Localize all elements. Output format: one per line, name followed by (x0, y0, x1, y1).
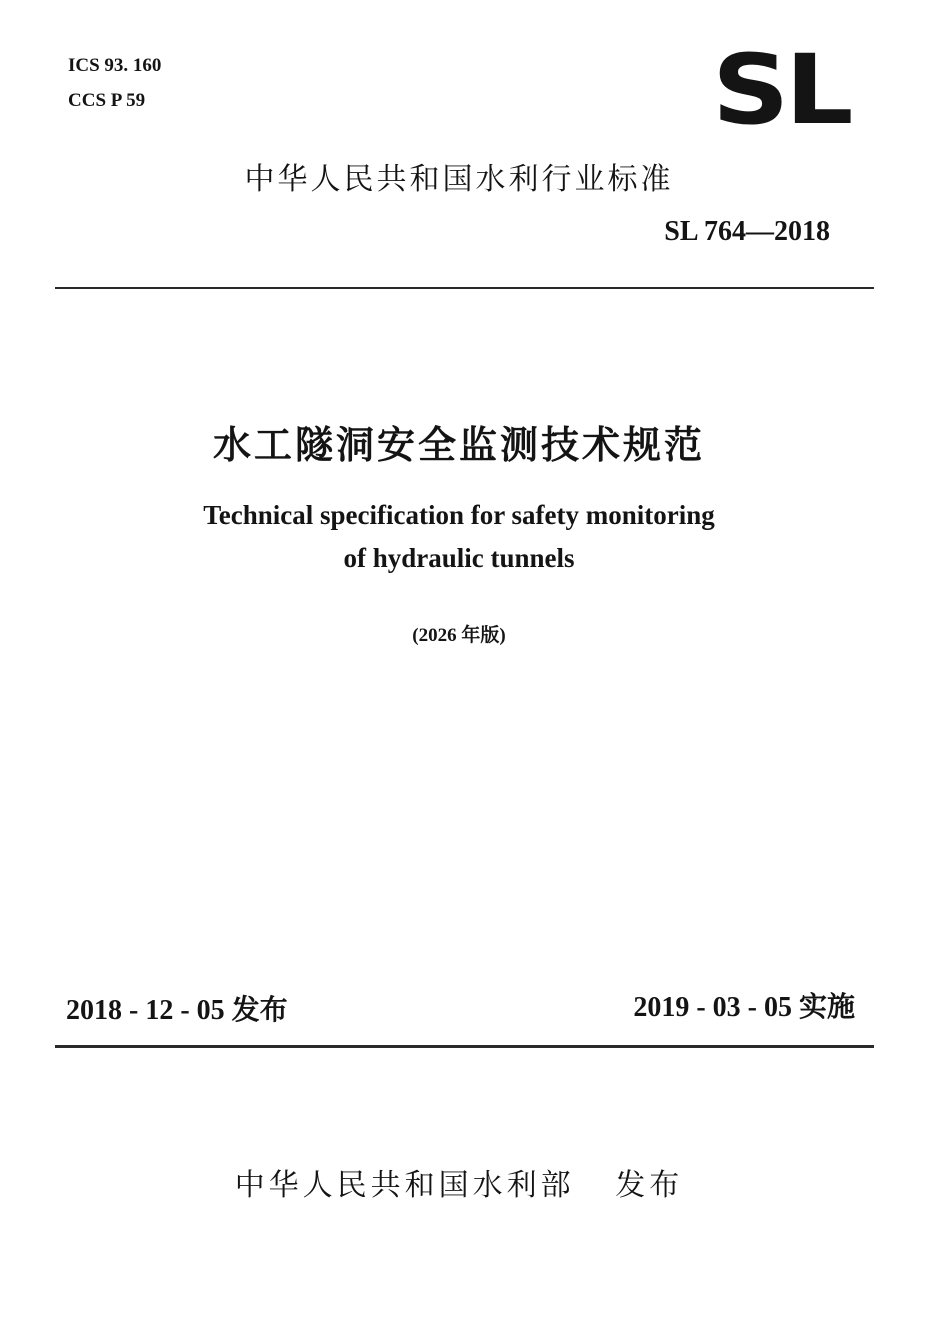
ics-code: ICS 93. 160 (68, 55, 162, 76)
title-english (0, 494, 918, 580)
top-divider (55, 287, 874, 289)
title-chinese: 水工隧洞安全监测技术规范 (212, 423, 705, 467)
issue-date: 2018 - 12 - 05 发布 (66, 995, 288, 1026)
effective-date: 2019 - 03 - 05 实施 (633, 992, 855, 1023)
sl-logo: SL (712, 34, 849, 146)
standard-category: 中华人民共和国水利行业标准 (244, 162, 674, 197)
ccs-code: CCS P 59 (68, 90, 146, 111)
classification-codes (68, 48, 161, 118)
publisher: 中华人民共和国水利部 发布 (234, 1168, 684, 1203)
bottom-divider (55, 1045, 874, 1048)
title-english-line-1: Technical specification for safety monitoring (203, 500, 715, 530)
title-english-line-2: of hydraulic tunnels (343, 543, 575, 573)
standard-number: SL 764—2018 (664, 216, 830, 247)
edition-label: (2026 年版) (412, 625, 506, 646)
